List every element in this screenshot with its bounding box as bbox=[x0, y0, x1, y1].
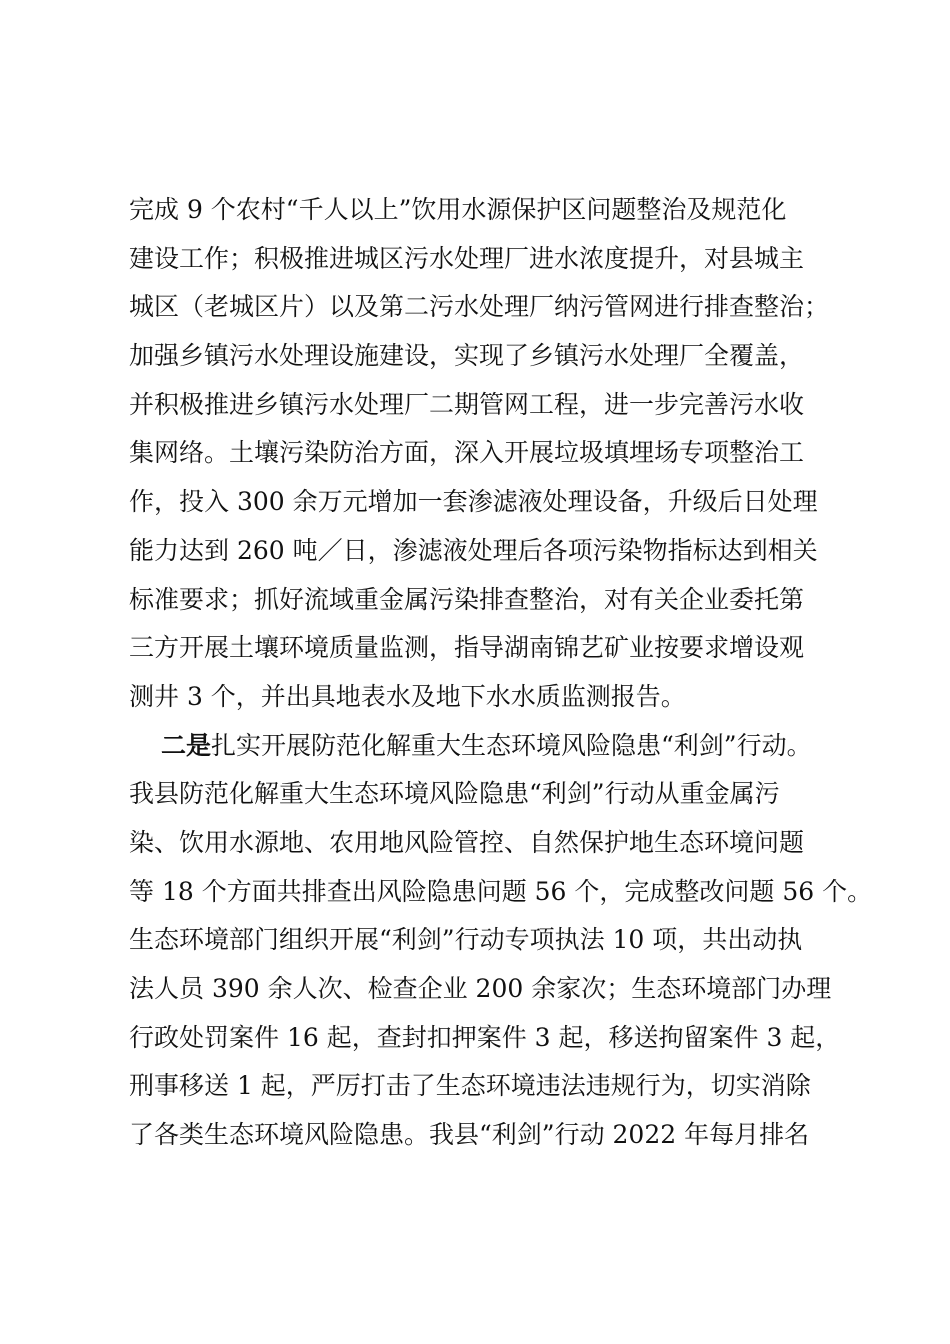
text-line: 三方开展土壤环境质量监测，指导湖南锦艺矿业按要求增设观 bbox=[129, 633, 805, 663]
text-line: 法人员 390 余人次、检查企业 200 余家次；生态环境部门办理 bbox=[129, 974, 832, 1003]
text-line: 我县防范化解重大生态环境风险隐患“利剑”行动从重金属污 bbox=[129, 779, 780, 809]
text-line: 行政处罚案件 16 起，查封扣押案件 3 起，移送拘留案件 3 起， bbox=[129, 1022, 841, 1052]
text-line: 集网络。土壤污染防治方面，深入开展垃圾填埋场专项整治工 bbox=[129, 438, 805, 468]
paragraph-2-first-line bbox=[129, 722, 849, 771]
body-text bbox=[129, 186, 873, 1160]
text-line: 生态环境部门组织开展“利剑”行动专项执法 10 项，共出动执 bbox=[129, 925, 803, 955]
paragraph-2-lead: 二是 bbox=[161, 730, 212, 760]
text-line: 标准要求；抓好流域重金属污染排查整治，对有关企业委托第 bbox=[129, 584, 805, 614]
text-line: 能力达到 260 吨／日，渗滤液处理后各项污染物指标达到相关 bbox=[129, 535, 818, 565]
paragraph-2-first-line-text: 扎实开展防范化解重大生态环境风险隐患“利剑”行动。 bbox=[211, 730, 812, 760]
text-line: 作，投入 300 余万元增加一套渗滤液处理设备，升级后日处理 bbox=[129, 487, 818, 517]
text-line: 建设工作；积极推进城区污水处理厂进水浓度提升，对县城主 bbox=[129, 243, 805, 273]
text-line: 测井 3 个，并出具地表水及地下水水质监测报告。 bbox=[129, 681, 686, 711]
text-line: 等 18 个方面共排查出风险隐患问题 56 个，完成整改问题 56 个。 bbox=[129, 876, 873, 906]
text-line: 刑事移送 1 起，严厉打击了生态环境违法违规行为，切实消除 bbox=[129, 1071, 811, 1101]
text-line: 完成 9 个农村“千人以上”饮用水源保护区问题整治及规范化 bbox=[129, 195, 787, 224]
text-line: 加强乡镇污水处理设施建设，实现了乡镇污水处理厂全覆盖， bbox=[129, 341, 805, 371]
text-line: 并积极推进乡镇污水处理厂二期管网工程，进一步完善污水收 bbox=[129, 389, 805, 419]
text-line: 城区（老城区片）以及第二污水处理厂纳污管网进行排查整治； bbox=[129, 292, 830, 322]
text-line: 了各类生态环境风险隐患。我县“利剑”行动 2022 年每月排名 bbox=[129, 1120, 810, 1150]
text-line: 染、饮用水源地、农用地风险管控、自然保护地生态环境问题 bbox=[129, 827, 805, 857]
